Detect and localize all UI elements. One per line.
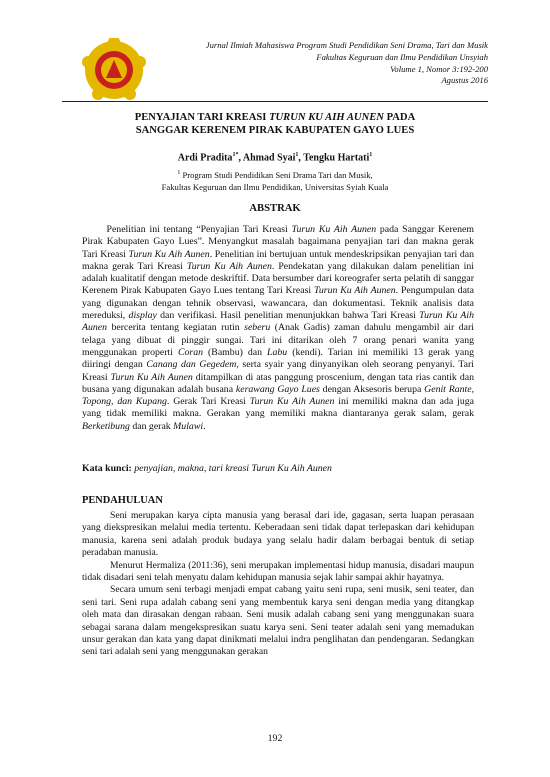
author-name: Ardi Pradita [177, 152, 233, 164]
title-line-2: SANGGAR KERENEM PIRAK KABUPATEN GAYO LUES [135, 124, 415, 136]
author-name: Ahmad Syai [242, 152, 296, 164]
section-heading-introduction: PENDAHULUAN [82, 495, 163, 506]
abstract-italic-run: Turun Ku Aih Aunen [291, 224, 377, 235]
journal-date: Agustus 2016 [441, 75, 488, 86]
title-text: PENYAJIAN TARI KREASI [134, 112, 270, 123]
header-divider [62, 101, 488, 102]
abstract-text-run: . [203, 420, 206, 432]
abstract-text-run: ditampilkan di atas panggung proscenium, dengan tata rias cantik dan busana yang digunakan adalah busana [82, 371, 474, 395]
title-italic: TURUN KU AIH AUNEN [269, 112, 384, 123]
abstract-text-run: . Gerak Tari Kreasi [166, 396, 250, 408]
affiliation-line: Program Studi Pendidikan Seni Drama Tari dan Musik, [180, 169, 373, 180]
author-sep: , [238, 152, 243, 164]
abstract-italic-run: seberu [244, 322, 271, 334]
university-logo [82, 38, 146, 102]
abstract-heading: ABSTRAK [249, 203, 301, 214]
title-text-end: PADA [383, 112, 416, 123]
abstract-italic-run: Canang dan Gegedem [146, 359, 237, 371]
keywords [82, 463, 474, 474]
abstract-text-run: . Pendekatan yang dilakukan dalam penelitian ini adalah kualitatif dengan metode deskriftif. Data bersumber dari koreografer serta pelatih di sanggar Kerenem Pirak Kabupaten Gayo Lues tentang Tari Kreasi [82, 260, 474, 297]
abstract-text-run: dengan Aksesoris berupa [319, 383, 425, 395]
abstract-text-run: ini memiliki makna dan ada juga yang tidak memiliki makna. Gerakan yang memiliki makna diantaranya gerak salam, gerak [82, 396, 474, 420]
journal-faculty: Fakultas Keguruan dan Ilmu Pendidikan Unsyiah [316, 51, 488, 62]
abstract-body [82, 224, 474, 433]
abstract-text-run: (Bambu) dan [203, 346, 268, 358]
abstract-text-run: dan verifikasi. Hasil penelitian menunjukkan bahwa Tari Kreasi [156, 310, 420, 322]
introduction-body [82, 510, 474, 659]
keywords-label: Kata kunci: [82, 463, 132, 474]
abstract-italic-run: kerawang Gayo Lues [235, 383, 320, 395]
abstract-text-run: (Anak Gadis) zaman dahulu mengambil air dari telaga yang dibuat di pinggir sungai. Tari ini ditarikan oleh 7 orang penari wanita yang menggunakan properti [82, 322, 474, 358]
author-list [70, 152, 480, 163]
abstract-text-run: dan gerak [129, 420, 174, 432]
paper-title [70, 112, 480, 138]
page-number: 192 [267, 733, 283, 744]
affiliation [70, 167, 480, 193]
abstract-text-run: Penelitian ini tentang “Penyajian Tari Kreasi [106, 224, 292, 235]
abstract-italic-run: Turun Ku Aih Aunen [186, 260, 272, 272]
abstract-text-run: (kendi). Tarian ini memiliki 13 gerak yang diiringi dengan [82, 346, 474, 371]
abstract-text-run: pada Sanggar Kerenem Pirak Kabupaten Gayo Lues”. Menyangkut masalah bagaimana penyajian tari dan makna gerak Tari Kreasi [82, 224, 474, 260]
abstract-italic-run: Turun Ku Aih Aunen [249, 396, 335, 408]
journal-name: Jurnal Ilmiah Mahasiswa Program Studi Pendidikan Seni Drama, Tari dan Musik [205, 40, 488, 50]
keywords-text: penyajian, makna, tari kreasi Turun Ku Aih Aunen [131, 463, 332, 474]
abstract-text-run: bercerita tentang kegiatan rutin [107, 322, 245, 334]
author-name: Tengku Hartati [303, 152, 370, 164]
abstract-italic-run: display [128, 310, 157, 322]
abstract-italic-run: Turun Ku Aih Aunen [110, 371, 193, 383]
abstract-italic-run: Mulawi [173, 420, 204, 432]
author-sup: 1 [369, 152, 373, 158]
affiliation-line: Fakultas Keguruan dan Ilmu Pendidikan, Universitas Syiah Kuala [161, 181, 389, 192]
abstract-italic-run: Genit Rante, Topong, dan Kupang [82, 383, 475, 408]
paragraph: Secara umum seni terbagi menjadi empat cabang yaitu seni rupa, seni musik, seni teater, dan seni tari. Seni rupa adalah cabang seni yang membentuk karya seni dengan media yang ditangkap oleh mata dan dirasakan dengan rabaan. Seni musik adalah cabang seni yang menggunakan suara sebagai sarana dalam mengekspresikan suatu karya seni. Seni teater adalah seni yang memadukan unsur gerakan dan kata yang dapat dinikmati melalui indra penglihatan dan pendengaran. Sedangkan seni tari adalah seni yang menggunakan gerakan [82, 584, 474, 658]
author-sep: , [298, 152, 304, 164]
journal-header [158, 40, 488, 87]
abstract-italic-run: Turun Ku Aih Aunen [128, 248, 210, 260]
abstract-text-run: . Pengumpulan data yang digunakan dengan tehnik observasi, wawancara, dan dokumentasi. Teknik analisis data mereduksi, [82, 285, 475, 322]
abstract-italic-run: Turun Ku Aih Aunen [313, 285, 396, 297]
author-sup: 1* [232, 152, 239, 158]
journal-volume: Volume 1, Nomor 3:192-200 [390, 63, 488, 74]
abstract-text-run: . Penelitian ini bertujuan untuk mendeskripsikan penyajian tari dan makna gerak Tari Kreasi [82, 248, 474, 272]
abstract-italic-run: Berketibung [82, 420, 130, 432]
affiliation-sup: 1 [177, 170, 181, 176]
abstract-italic-run: Labu [267, 346, 288, 358]
paragraph: Menurut Hermaliza (2011:36), seni merupakan implementasi hidup manusia, disadari maupun tidak disadari seni telah menyatu dalam kehidupan manusia sejak lahir sampai akhir hayatnya. [82, 559, 474, 584]
abstract-text-run: , serta syair yang dinyanyikan oleh seorang penyanyi. Tari Kreasi [82, 359, 474, 383]
abstract-italic-run: Coran [177, 346, 204, 358]
author-sup: 1 [295, 152, 299, 158]
abstract-italic-run: Turun Ku Aih Aunen [82, 310, 474, 334]
paragraph: Seni merupakan karya cipta manusia yang berasal dari ide, gagasan, serta luapan perasaan yang diekspresikan melalui media tertentu. Keberadaan seni tidak dapat terlepaskan dari kehidupan manusia, karena seni adalah produk budaya yang selalu hadir dalam berbagai bentuk di setiap peradaban manusia. [82, 510, 474, 559]
